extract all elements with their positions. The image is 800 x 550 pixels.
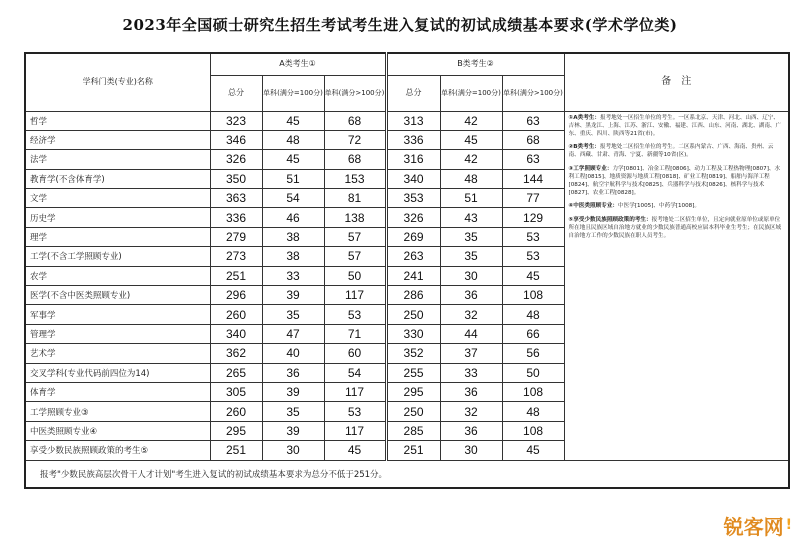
a-single-le100-cell: 45 <box>262 150 324 169</box>
remark-text: 报考地处二区招生单位，且定向就业原单位或原单位所在地且民族区域自治地方就业的少数民族普通高校应届本科毕业生考生；在民族区域自治地方工作的少数民族在职人员考生。 <box>568 216 782 239</box>
subject-cell: 文学 <box>25 189 210 208</box>
subject-cell: 理学 <box>25 227 210 246</box>
b-single-le100-cell: 42 <box>440 150 502 169</box>
b-total-cell: 353 <box>386 189 440 208</box>
remark-text: 报考地处二区招生单位的考生。二区系内蒙古、广西、海南、贵州、云南、西藏、甘肃、青海、宁夏、新疆等10省(区)。 <box>568 144 774 159</box>
a-total-cell: 260 <box>210 305 262 324</box>
subject-cell: 农学 <box>25 266 210 285</box>
b-single-gt100-cell: 53 <box>502 227 564 246</box>
b-single-le100-cell: 48 <box>440 169 502 188</box>
a-single-le100-cell: 48 <box>262 130 324 149</box>
a-single-gt100-cell: 50 <box>324 266 386 285</box>
a-total-cell: 296 <box>210 286 262 305</box>
a-single-le100-cell: 38 <box>262 227 324 246</box>
b-total-cell: 250 <box>386 402 440 421</box>
remark-paragraph <box>569 114 785 139</box>
b-single-le100-cell: 36 <box>440 421 502 440</box>
a-single-gt100-cell: 68 <box>324 111 386 130</box>
a-single-gt100-cell: 71 <box>324 324 386 343</box>
a-total-cell: 340 <box>210 324 262 343</box>
remark-text: 力学[0801]、冶金工程[0806]、动力工程及工程热物理[0807]、水利工程[0815]、地质资源与地质工程[0818]、矿业工程[0819]、船舶与海洋工程[0824]、航空宇航科学与技术[0825]、兵器科学与技术[0826]、核科学与技术[0827]、农业工程[0828]。 <box>568 165 781 197</box>
a-single-le100-cell: 39 <box>262 286 324 305</box>
a-total-cell: 251 <box>210 441 262 460</box>
a-total-cell: 362 <box>210 344 262 363</box>
a-single-le100-cell: 45 <box>262 111 324 130</box>
b-single-le100-cell: 35 <box>440 227 502 246</box>
a-total-cell: 336 <box>210 208 262 227</box>
a-single-gt100-cell: 153 <box>324 169 386 188</box>
b-single-le100-cell: 30 <box>440 266 502 285</box>
subject-cell: 享受少数民族照顾政策的考生⑤ <box>25 441 210 460</box>
a-total-cell: 350 <box>210 169 262 188</box>
b-single-gt100-cell: 48 <box>502 402 564 421</box>
a-single-le100-cell: 54 <box>262 189 324 208</box>
b-total-cell: 285 <box>386 421 440 440</box>
b-single-le100-cell: 45 <box>440 130 502 149</box>
a-total-cell: 265 <box>210 363 262 382</box>
b-total-cell: 326 <box>386 208 440 227</box>
a-single-le100-cell: 30 <box>262 441 324 460</box>
b-single-gt100-cell: 45 <box>502 441 564 460</box>
a-total-cell: 260 <box>210 402 262 421</box>
a-single-gt100-cell: 60 <box>324 344 386 363</box>
b-single-le100-cell: 43 <box>440 208 502 227</box>
subject-cell: 历史学 <box>25 208 210 227</box>
b-total-cell: 251 <box>386 441 440 460</box>
b-total-cell: 352 <box>386 344 440 363</box>
b-single-gt100-cell: 50 <box>502 363 564 382</box>
subject-cell: 交叉学科(专业代码前四位为14) <box>25 363 210 382</box>
a-total-cell: 279 <box>210 227 262 246</box>
b-total-cell: 286 <box>386 286 440 305</box>
b-total-cell: 330 <box>386 324 440 343</box>
remark-lead: ④中医类照顾专业： <box>568 203 619 210</box>
b-single-le100-cell: 35 <box>440 247 502 266</box>
subject-column-header: 学科门类(专业)名称 <box>25 53 210 111</box>
a-total-cell: 323 <box>210 111 262 130</box>
remark-paragraph <box>569 165 785 198</box>
subject-cell: 工学照顾专业③ <box>25 402 210 421</box>
b-single-le100-cell: 32 <box>440 305 502 324</box>
a-total-header: 总分 <box>210 75 262 111</box>
b-total-cell: 269 <box>386 227 440 246</box>
a-single-le100-cell: 36 <box>262 363 324 382</box>
a-single-gt100-cell: 117 <box>324 286 386 305</box>
a-single-gt100-cell: 45 <box>324 441 386 460</box>
group-a-header: A类考生① <box>210 53 386 75</box>
a-total-cell: 273 <box>210 247 262 266</box>
a-single-le100-cell: 35 <box>262 402 324 421</box>
a-single-gt100-cell: 138 <box>324 208 386 227</box>
b-single-gt100-cell: 129 <box>502 208 564 227</box>
a-single-le100-header: 单科(满分=100分) <box>262 75 324 111</box>
watermark-logo <box>680 510 792 540</box>
remark-paragraph <box>569 202 785 210</box>
a-single-gt100-cell: 117 <box>324 421 386 440</box>
remark-paragraph <box>569 216 785 241</box>
b-total-cell: 340 <box>386 169 440 188</box>
subject-cell: 管理学 <box>25 324 210 343</box>
b-single-gt100-cell: 66 <box>502 324 564 343</box>
subject-cell: 哲学 <box>25 111 210 130</box>
b-single-le100-cell: 44 <box>440 324 502 343</box>
b-single-gt100-header: 单科(满分>100分) <box>502 75 564 111</box>
b-single-le100-cell: 42 <box>440 111 502 130</box>
remark-text: 报考地处一区招生单位的考生。一区系北京、天津、河北、山西、辽宁、吉林、黑龙江、上海、江苏、浙江、安徽、福建、江西、山东、河南、湖北、湖南、广东、重庆、四川、陕西等21省(市)。 <box>568 114 782 137</box>
a-single-gt100-cell: 72 <box>324 130 386 149</box>
subject-cell: 医学(不含中医类照顾专业) <box>25 286 210 305</box>
a-single-le100-cell: 40 <box>262 344 324 363</box>
a-single-le100-cell: 35 <box>262 305 324 324</box>
a-single-gt100-cell: 117 <box>324 382 386 401</box>
b-single-gt100-cell: 68 <box>502 130 564 149</box>
a-single-gt100-cell: 53 <box>324 305 386 324</box>
remark-lead: ⑤享受少数民族照顾政策的考生： <box>568 216 652 223</box>
a-total-cell: 326 <box>210 150 262 169</box>
b-single-le100-header: 单科(满分=100分) <box>440 75 502 111</box>
subject-cell: 军事学 <box>25 305 210 324</box>
a-single-le100-cell: 47 <box>262 324 324 343</box>
remark-lead: ③工学照顾专业： <box>568 165 613 172</box>
b-total-cell: 263 <box>386 247 440 266</box>
a-single-gt100-cell: 57 <box>324 227 386 246</box>
b-total-header: 总分 <box>386 75 440 111</box>
b-single-gt100-cell: 53 <box>502 247 564 266</box>
a-total-cell: 346 <box>210 130 262 149</box>
subject-cell: 法学 <box>25 150 210 169</box>
b-single-gt100-cell: 108 <box>502 421 564 440</box>
b-single-gt100-cell: 56 <box>502 344 564 363</box>
a-single-gt100-cell: 57 <box>324 247 386 266</box>
group-b-header: B类考生② <box>386 53 564 75</box>
b-single-gt100-cell: 63 <box>502 150 564 169</box>
remark-lead: ②B类考生： <box>568 144 600 151</box>
b-single-le100-cell: 51 <box>440 189 502 208</box>
remarks-cell <box>564 111 789 460</box>
b-single-gt100-cell: 108 <box>502 382 564 401</box>
watermark-text: 锐客网 <box>723 514 784 539</box>
a-single-gt100-cell: 81 <box>324 189 386 208</box>
footnote-row <box>25 460 789 488</box>
subject-cell: 经济学 <box>25 130 210 149</box>
b-single-gt100-cell: 108 <box>502 286 564 305</box>
b-total-cell: 241 <box>386 266 440 285</box>
b-single-le100-cell: 30 <box>440 441 502 460</box>
subject-cell: 中医类照顾专业④ <box>25 421 210 440</box>
b-single-le100-cell: 36 <box>440 382 502 401</box>
subject-cell: 教育学(不含体育学) <box>25 169 210 188</box>
a-single-le100-cell: 39 <box>262 421 324 440</box>
a-single-le100-cell: 38 <box>262 247 324 266</box>
b-total-cell: 295 <box>386 382 440 401</box>
b-single-le100-cell: 32 <box>440 402 502 421</box>
b-total-cell: 316 <box>386 150 440 169</box>
a-single-gt100-header: 单科(满分>100分) <box>324 75 386 111</box>
b-total-cell: 313 <box>386 111 440 130</box>
a-single-gt100-cell: 53 <box>324 402 386 421</box>
b-single-le100-cell: 33 <box>440 363 502 382</box>
remark-lead: ①A类考生： <box>568 114 600 121</box>
score-table <box>24 52 790 489</box>
b-single-gt100-cell: 144 <box>502 169 564 188</box>
a-total-cell: 251 <box>210 266 262 285</box>
b-single-gt100-cell: 45 <box>502 266 564 285</box>
document-title: 2023年全国硕士研究生招生考试考生进入复试的初试成绩基本要求(学术学位类) <box>122 16 678 34</box>
watermark-suffix: ! <box>785 517 792 533</box>
b-total-cell: 336 <box>386 130 440 149</box>
b-single-le100-cell: 37 <box>440 344 502 363</box>
remarks-header: 备 注 <box>564 53 789 111</box>
a-single-le100-cell: 39 <box>262 382 324 401</box>
remark-paragraph <box>569 143 785 159</box>
a-single-gt100-cell: 54 <box>324 363 386 382</box>
b-single-gt100-cell: 63 <box>502 111 564 130</box>
table-row <box>25 111 789 130</box>
subject-cell: 艺术学 <box>25 344 210 363</box>
remark-text: 中医学[1005]、中药学[1008]。 <box>618 203 700 210</box>
b-total-cell: 255 <box>386 363 440 382</box>
a-single-gt100-cell: 68 <box>324 150 386 169</box>
b-single-gt100-cell: 48 <box>502 305 564 324</box>
subject-cell: 工学(不含工学照顾专业) <box>25 247 210 266</box>
a-single-le100-cell: 46 <box>262 208 324 227</box>
a-single-le100-cell: 51 <box>262 169 324 188</box>
a-single-le100-cell: 33 <box>262 266 324 285</box>
a-total-cell: 295 <box>210 421 262 440</box>
a-total-cell: 363 <box>210 189 262 208</box>
b-single-gt100-cell: 77 <box>502 189 564 208</box>
a-total-cell: 305 <box>210 382 262 401</box>
footnote: 报考"少数民族高层次骨干人才计划"考生进入复试的初试成绩基本要求为总分不低于251分。 <box>25 460 789 488</box>
b-single-le100-cell: 36 <box>440 286 502 305</box>
subject-cell: 体育学 <box>25 382 210 401</box>
b-total-cell: 250 <box>386 305 440 324</box>
